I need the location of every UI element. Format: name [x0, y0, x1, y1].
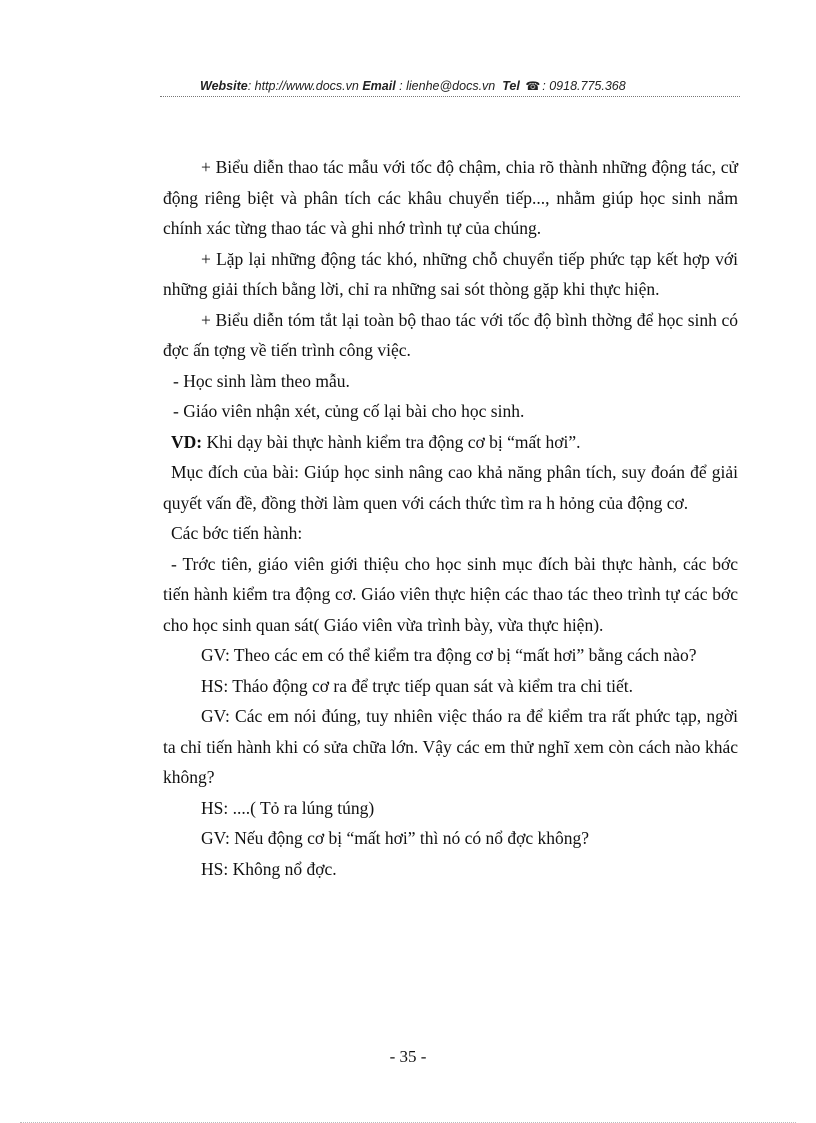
- page-number: - 35 -: [389, 1047, 427, 1066]
- email-label: Email: [362, 79, 396, 93]
- paragraph-students-follow: - Học sinh làm theo mẫu.: [173, 370, 350, 391]
- paragraph-purpose: Mục đích của bài: Giúp học sinh nâng cao khả năng phân tích, suy đoán để giải quyết vấn đề, đồng thời làm quen với cách thức tìm ra h hỏng của động cơ.: [163, 462, 738, 513]
- tel-label: Tel: [502, 79, 520, 93]
- document-body: [163, 152, 738, 884]
- header-contact-line: [200, 79, 626, 93]
- website-url[interactable]: : http://www.docs.vn: [247, 79, 363, 93]
- example-label: VD:: [171, 431, 203, 452]
- tel-number: : 0918.775.368: [542, 79, 626, 93]
- website-label: Website: [200, 79, 248, 93]
- page-header: [160, 70, 740, 97]
- dialogue-hs-1: HS: Tháo động cơ ra để trực tiếp quan sát và kiểm tra chi tiết.: [201, 675, 633, 696]
- paragraph-teacher-review: - Giáo viên nhận xét, củng cố lại bài cho học sinh.: [173, 401, 525, 421]
- dialogue-gv-1: GV: Theo các em có thể kiểm tra động cơ bị “mất hơi” bằng cách nào?: [201, 645, 697, 665]
- paragraph-example: [163, 427, 738, 458]
- email-address[interactable]: : lienhe@docs.vn: [395, 79, 499, 93]
- dialogue-gv-2: GV: Các em nói đúng, tuy nhiên việc tháo ra để kiểm tra rất phức tạp, ngời ta chỉ tiến hành khi có sửa chữa lớn. Vậy các em thử nghĩ xem còn cách nào khác không?: [163, 706, 738, 787]
- dialogue-hs-2: HS: ....( Tỏ ra lúng túng): [201, 797, 375, 818]
- paragraph-demo-slow: + Biểu diễn thao tác mẫu với tốc độ chậm, chia rõ thành những động tác, cử động riêng biệt và phân tích các khâu chuyển tiếp..., nhằm giúp học sinh nắm chính xác từng thao tác và ghi nhớ trình tự của chúng.: [163, 157, 738, 238]
- paragraph-demo-summary: + Biểu diễn tóm tắt lại toàn bộ thao tác với tốc độ bình thờng để học sinh có đợc ấn tợng về tiến trình công việc.: [163, 309, 738, 360]
- dialogue-gv-3: GV: Nếu động cơ bị “mất hơi” thì nó có nổ đợc không?: [201, 828, 590, 848]
- paragraph-repeat-hard: + Lặp lại những động tác khó, những chỗ chuyển tiếp phức tạp kết hợp với những giải thích bằng lời, chỉ ra những sai sót thòng gặp khi thực hiện.: [163, 248, 738, 299]
- phone-icon: ☎: [525, 79, 541, 93]
- paragraph-steps-heading: Các bớc tiến hành:: [171, 523, 303, 543]
- example-text: Khi dạy bài thực hành kiểm tra động cơ bị “mất hơi”.: [206, 431, 581, 452]
- dialogue-hs-3: HS: Không nổ đợc.: [201, 858, 337, 879]
- paragraph-first-step: - Trớc tiên, giáo viên giới thiệu cho học sinh mục đích bài thực hành, các bớc tiến hành kiểm tra động cơ. Giáo viên thực hiện các thao tác theo trình tự các bớc cho học sinh quan sát( Giáo viên vừa trình bày, vừa thực hiện).: [163, 553, 738, 635]
